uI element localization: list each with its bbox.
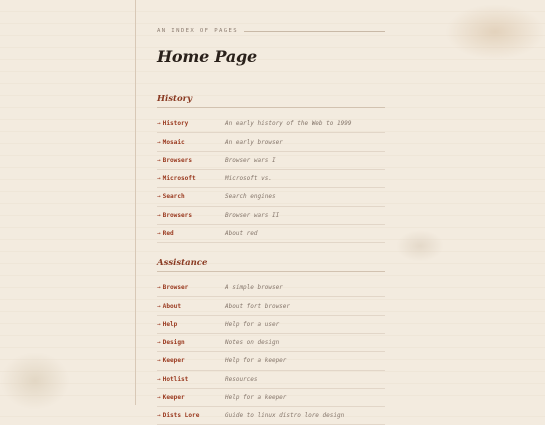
list-item: [157, 316, 385, 334]
paper-stain: [445, 4, 545, 60]
paper-stain: [396, 230, 444, 262]
section-history: [157, 85, 385, 243]
page-link[interactable]: [157, 212, 225, 219]
page-link[interactable]: [157, 412, 225, 419]
link-label: Help: [162, 320, 178, 328]
list-item: [157, 188, 385, 206]
list-item: [157, 133, 385, 151]
link-description: About red: [225, 230, 258, 238]
page-link[interactable]: [157, 175, 225, 182]
link-description: Help for a keeper: [225, 357, 287, 365]
margin-rule: [135, 0, 136, 405]
link-list: [157, 115, 385, 243]
page-link[interactable]: [157, 120, 225, 127]
arrow-right-icon: →: [157, 394, 161, 402]
page-content: [157, 24, 385, 420]
page-title: Home Page: [157, 47, 258, 66]
link-description: An early browser: [225, 138, 283, 146]
page-link[interactable]: [157, 339, 225, 346]
arrow-right-icon: →: [157, 175, 161, 183]
list-item: [157, 389, 385, 407]
list-item: [157, 297, 385, 315]
arrow-right-icon: →: [157, 230, 161, 238]
link-description: Guide to linux distro lore design: [225, 412, 345, 420]
link-description: Browser wars I: [225, 156, 276, 164]
paper-stain: [0, 352, 70, 410]
link-list: [157, 279, 385, 425]
list-item: [157, 225, 385, 243]
link-label: Browsers: [162, 211, 193, 219]
link-label: Red: [162, 230, 174, 238]
link-label: Mosaic: [162, 138, 185, 146]
page-link[interactable]: [157, 394, 225, 401]
list-item: [157, 279, 385, 297]
eyebrow-divider: [244, 31, 385, 32]
arrow-right-icon: →: [157, 412, 161, 420]
arrow-right-icon: →: [157, 138, 161, 146]
link-description: Help for a keeper: [225, 394, 287, 402]
link-label: Keeper: [162, 394, 185, 402]
link-label: Dists Lore: [162, 412, 200, 420]
link-label: Keeper: [162, 357, 185, 365]
section-title: Assistance: [157, 256, 385, 272]
arrow-right-icon: →: [157, 284, 161, 292]
link-label: Browser: [162, 284, 189, 292]
arrow-right-icon: →: [157, 193, 161, 201]
link-description: About fort browser: [225, 302, 291, 310]
link-label: Search: [162, 193, 185, 201]
link-label: History: [162, 120, 189, 128]
link-description: Browser wars II: [225, 211, 280, 219]
link-description: Resources: [225, 375, 258, 383]
page-link[interactable]: [157, 230, 225, 237]
link-description: Help for a user: [225, 320, 280, 328]
list-item: [157, 152, 385, 170]
arrow-right-icon: →: [157, 211, 161, 219]
link-label: Design: [162, 339, 185, 347]
eyebrow: [157, 24, 385, 38]
link-description: Microsoft vs.: [225, 175, 272, 183]
page-link[interactable]: [157, 139, 225, 146]
page-link[interactable]: [157, 157, 225, 164]
page-link[interactable]: [157, 321, 225, 328]
list-item: [157, 352, 385, 370]
link-label: About: [162, 302, 182, 310]
link-label: Hotlist: [162, 375, 189, 383]
arrow-right-icon: →: [157, 375, 161, 383]
page-link[interactable]: [157, 303, 225, 310]
list-item: [157, 207, 385, 225]
arrow-right-icon: →: [157, 302, 161, 310]
link-label: Microsoft: [162, 175, 196, 183]
arrow-right-icon: →: [157, 357, 161, 365]
list-item: [157, 407, 385, 425]
link-description: Notes on design: [225, 339, 280, 347]
link-description: Search engines: [225, 193, 276, 201]
page-link[interactable]: [157, 193, 225, 200]
list-item: [157, 115, 385, 133]
page-link[interactable]: [157, 357, 225, 364]
list-item: [157, 170, 385, 188]
link-label: Browsers: [162, 156, 193, 164]
page-link[interactable]: [157, 376, 225, 383]
list-item: [157, 371, 385, 389]
eyebrow-label: AN INDEX OF PAGES: [157, 28, 239, 34]
link-description: An early history of the Web to 1999: [225, 120, 352, 128]
arrow-right-icon: →: [157, 339, 161, 347]
section-assistance: [157, 249, 385, 425]
section-title: History: [157, 92, 385, 108]
arrow-right-icon: →: [157, 120, 161, 128]
list-item: [157, 334, 385, 352]
arrow-right-icon: →: [157, 320, 161, 328]
link-description: A simple browser: [225, 284, 283, 292]
arrow-right-icon: →: [157, 156, 161, 164]
page-link[interactable]: [157, 284, 225, 291]
